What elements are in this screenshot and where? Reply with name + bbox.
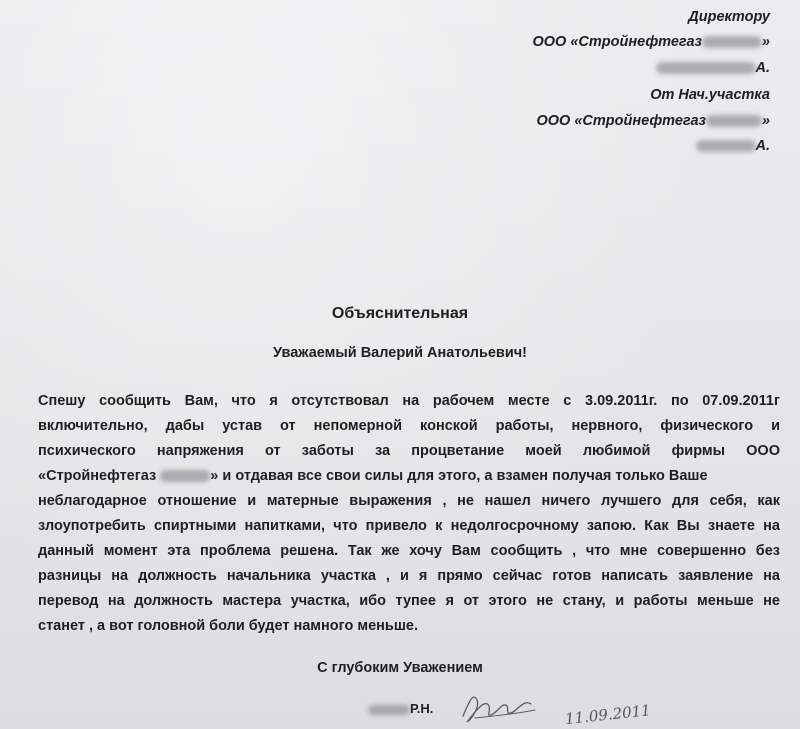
body-line-2: включительно, дабы устав от непомерной конской работы, нервного, физического и [38, 418, 780, 434]
signature-initials: Р.Н. [410, 701, 434, 716]
redaction-blur [706, 115, 762, 127]
body-line-4 [38, 468, 780, 484]
redaction-blur [656, 62, 756, 74]
company-name: «Стройнефтегаз [38, 468, 157, 484]
body-line-5: неблагодарное отношение и матерные выражения , не нашел ничего лучшего для себя, как [38, 493, 780, 509]
redaction-blur [160, 470, 210, 482]
greeting: Уважаемый Валерий Анатольевич! [273, 345, 527, 361]
redaction-blur [696, 140, 756, 152]
body-line-7: данный момент эта проблема решена. Так же хочу Вам сообщить , что мне совершенно без [38, 543, 780, 559]
redaction-blur [702, 36, 762, 48]
sender-company: ООО «Стройнефтегаз [536, 113, 706, 129]
addressee-line-6 [696, 138, 771, 154]
body-line-10: станет , а вот головной боли будет намного меньше. [38, 618, 419, 634]
body-line-6: злоупотребить спиртными напитками, что привело к недолгосрочному запою. Как Вы знаете на [38, 518, 780, 534]
signature-name [368, 701, 433, 716]
quote-mark: » [761, 113, 770, 129]
addressee-line-3 [656, 60, 771, 76]
handwritten-date: 11.09.2011 [564, 701, 652, 729]
document-title: Объяснительная [331, 305, 469, 322]
sender-initials: А. [755, 138, 770, 154]
body-line-1: Спешу сообщить Вам, что я отсутствовал на рабочем месте с 3.09.2011г. по 07.09.2011г [38, 393, 780, 409]
body-line-4-rest: » и отдавая все свои силы для этого, а взамен получая только Ваше [210, 468, 708, 484]
addressee-company: ООО «Стройнефтегаз [532, 34, 702, 50]
closing-phrase: С глубоким Уважением [317, 660, 483, 676]
body-line-8: разницы на должность начальника участка , и я прямо сейчас готов написать заявление на [38, 568, 780, 584]
addressee-line-5 [536, 113, 770, 129]
body-line-3: психического напряжения от заботы за процветание моей любимой фирмы ООО [38, 443, 780, 459]
addressee-initials: А. [755, 60, 770, 76]
addressee-line-1: Директору [688, 9, 770, 25]
addressee-line-4: От Нач.участка [650, 87, 770, 103]
addressee-line-2: ООО «Стройнефтегаз » [532, 34, 770, 50]
body-line-9: перевод на должность мастера участка, ибо тупее я от этого не стану, и работы меньше не [38, 593, 780, 609]
handwritten-signature [455, 672, 675, 729]
redaction-blur [368, 705, 410, 715]
